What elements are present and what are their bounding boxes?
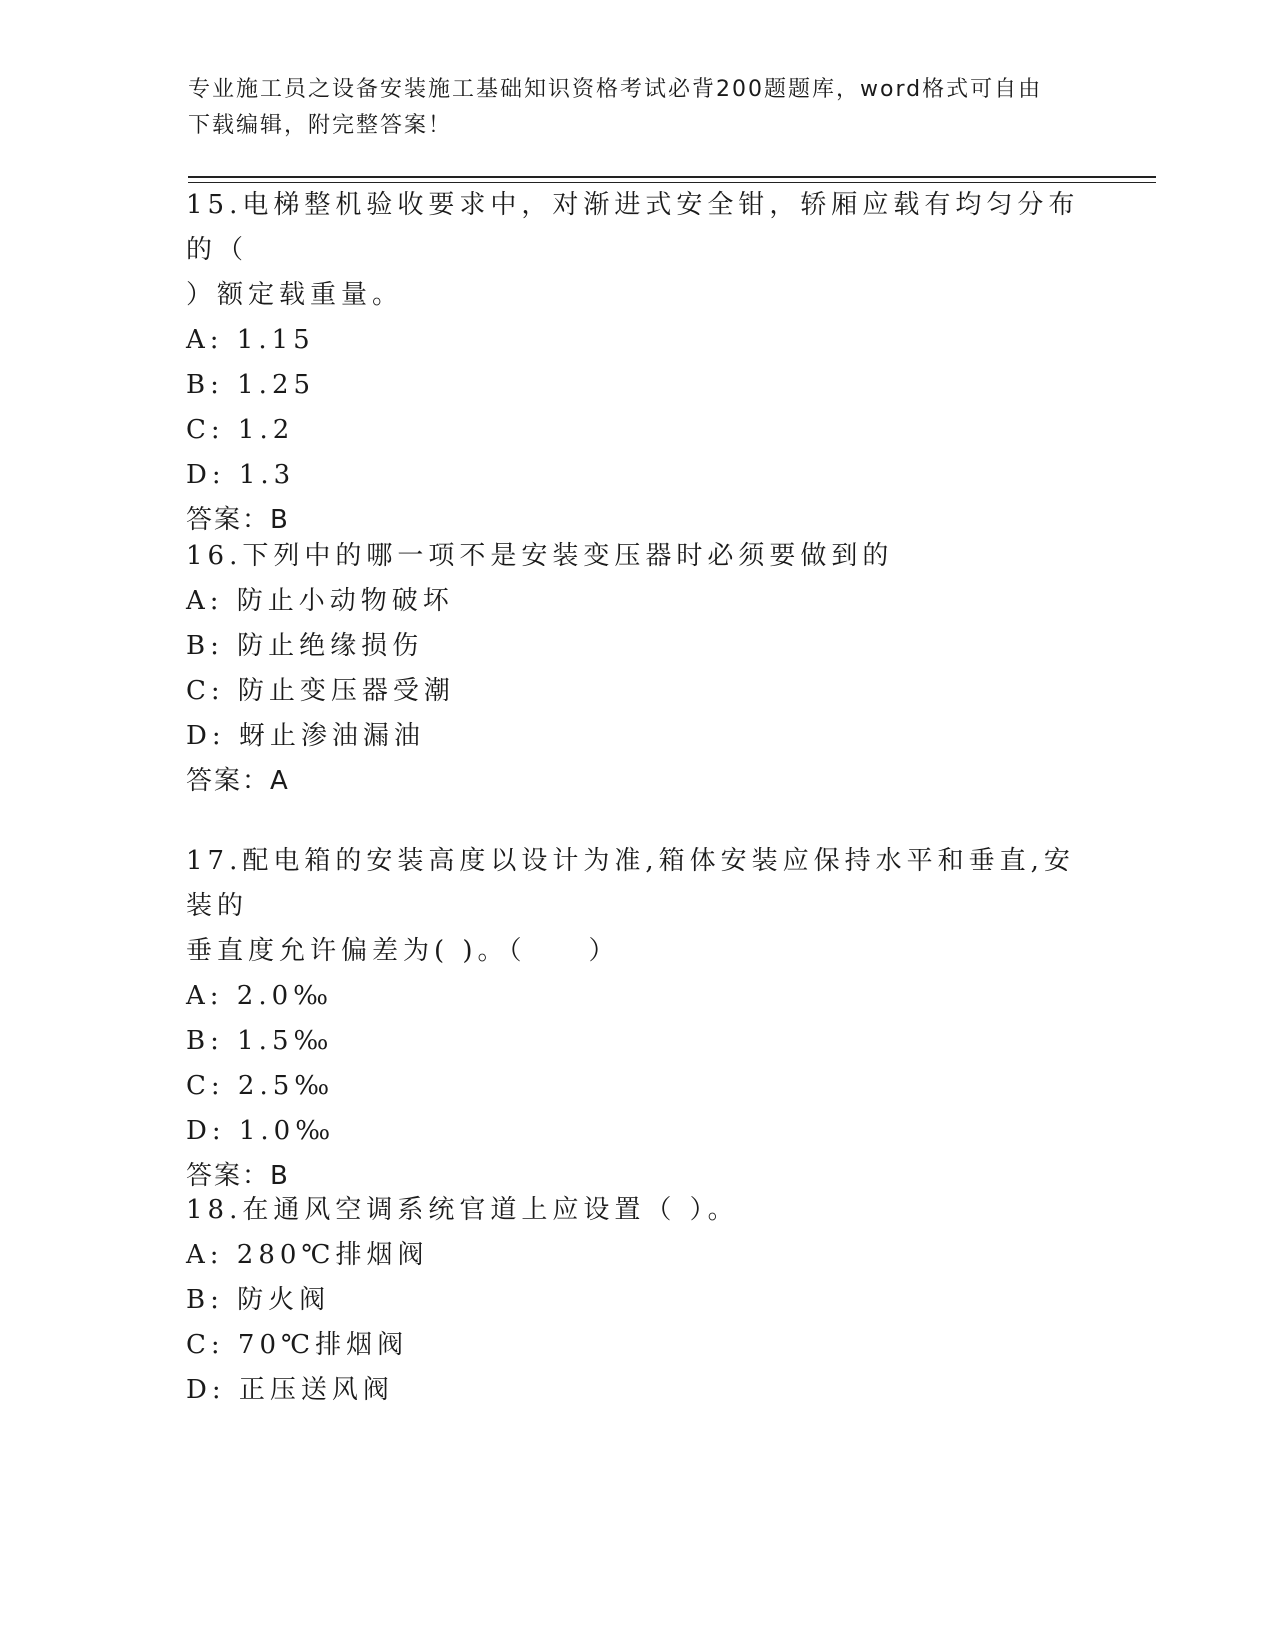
option-d: D: 蚜止渗油漏油 xyxy=(186,721,425,751)
question-stem-continued: ）额定载重量。 xyxy=(186,280,404,310)
option-c: C: 70℃排烟阀 xyxy=(186,1330,409,1360)
option-d: D: 1.3 xyxy=(186,460,296,490)
option-a: A: 1.15 xyxy=(186,325,315,355)
option-c: C: 防止变压器受潮 xyxy=(186,676,455,706)
header-line-2: 下载编辑，附完整答案！ xyxy=(188,113,453,138)
answer: 答案：B xyxy=(186,1161,290,1191)
question-stem: 16.下列中的哪一项不是安装变压器时必须要做到的 xyxy=(186,541,894,571)
option-d: D: 1.0‰ xyxy=(186,1116,336,1146)
question-15 xyxy=(186,183,1086,543)
document-header xyxy=(188,72,1068,144)
answer: 答案：B xyxy=(186,505,290,535)
option-a: A: 防止小动物破坏 xyxy=(186,586,454,616)
question-stem: 15.电梯整机验收要求中，对渐进式安全钳，轿厢应载有均匀分布的（ xyxy=(186,190,1080,265)
option-b: B: 1.5‰ xyxy=(186,1026,334,1056)
option-a: A: 2.0‰ xyxy=(186,981,334,1011)
answer: 答案：A xyxy=(186,766,290,796)
option-b: B: 1.25 xyxy=(186,370,316,400)
question-stem: 17.配电箱的安装高度以设计为准,箱体安装应保持水平和垂直,安装的 xyxy=(186,846,1075,921)
option-c: C: 1.2 xyxy=(186,415,295,445)
question-16 xyxy=(186,534,1086,804)
question-stem: 18.在通风空调系统官道上应设置（ ）。 xyxy=(186,1195,739,1225)
question-17 xyxy=(186,839,1086,1199)
header-line-1: 专业施工员之设备安装施工基础知识资格考试必背200题题库，word格式可自由 xyxy=(188,77,1043,102)
option-a: A: 280℃排烟阀 xyxy=(186,1240,429,1270)
header-divider-thick xyxy=(188,176,1156,178)
question-stem-continued: 垂直度允许偏差为( )。（ ） xyxy=(186,936,620,966)
option-d: D: 正压送风阀 xyxy=(186,1375,394,1405)
option-b: B: 防止绝缘损伤 xyxy=(186,631,424,661)
option-b: B: 防火阀 xyxy=(186,1285,331,1315)
option-c: C: 2.5‰ xyxy=(186,1071,335,1101)
question-18 xyxy=(186,1188,1086,1413)
